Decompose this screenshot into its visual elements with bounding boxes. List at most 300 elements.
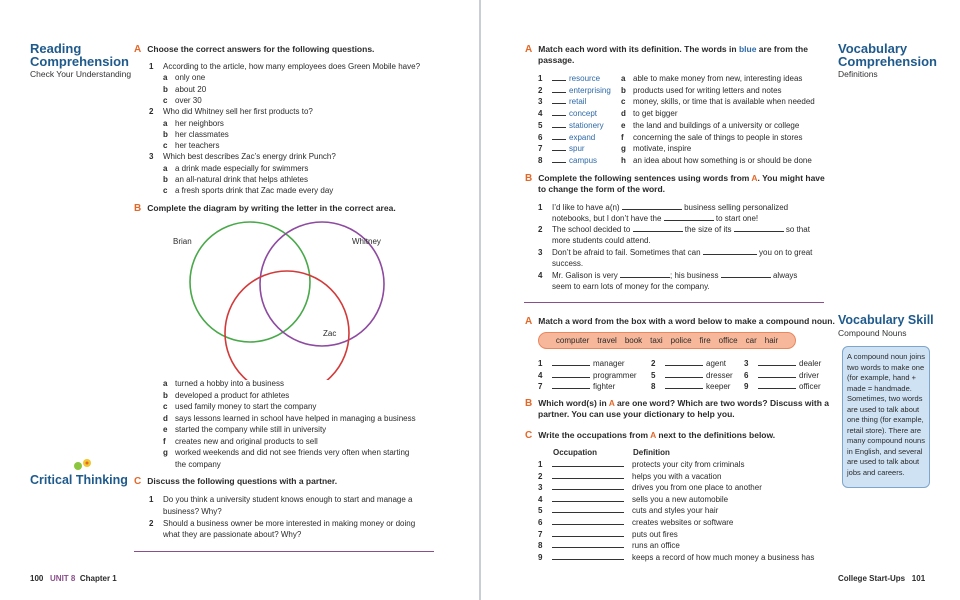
word-box — [538, 332, 796, 349]
question-number: 2 — [149, 107, 154, 117]
option-letter: c — [163, 186, 168, 196]
vocab-word: enterprising — [569, 85, 611, 95]
compound-item — [744, 370, 819, 381]
section-text: to change the form of the word. — [538, 184, 666, 194]
text: always — [772, 271, 798, 280]
occupation-blank[interactable] — [552, 529, 624, 537]
definition-text: runs an office — [632, 541, 680, 551]
item-number: 3 — [538, 483, 543, 493]
item-number: 2 — [651, 359, 656, 368]
section-letter: A — [525, 44, 533, 55]
venn-label-whitney: Whitney — [352, 237, 381, 246]
answer-blank[interactable] — [665, 381, 703, 389]
question-text: Should a business owner be more interested in making money or doing — [163, 518, 416, 528]
word-box-item: travel — [597, 336, 617, 345]
unit-label: UNIT 8 — [50, 574, 76, 583]
compound-word: dresser — [706, 370, 733, 380]
item-number: 8 — [651, 382, 656, 391]
text: you on to great — [759, 248, 813, 257]
word-box-item: hair — [764, 336, 779, 345]
note-line: retail store). There are — [847, 425, 922, 435]
answer-blank[interactable] — [552, 85, 566, 93]
sentence-2: 2 The school decided to the size of its so that — [538, 225, 810, 234]
blank[interactable] — [703, 247, 757, 255]
answer-blank[interactable] — [552, 381, 590, 389]
definition-text: keeps a record of how much money a business has — [632, 552, 815, 562]
venn-label-brian: Brian — [173, 237, 192, 246]
option-text: over 30 — [175, 95, 202, 105]
compound-item — [744, 358, 821, 369]
answer-blank[interactable] — [758, 370, 796, 378]
occupation-row — [538, 482, 762, 493]
discussion-question — [149, 529, 301, 540]
sentence-2-cont: more students could attend. — [552, 236, 651, 245]
note-line: Sometimes, two words — [847, 394, 923, 403]
question — [149, 151, 336, 162]
definition-text: money, skills, or time that is available when needed — [633, 97, 815, 107]
right-section-a2-heading — [525, 316, 835, 327]
compound-item — [744, 381, 821, 392]
vocab-title-line1: Vocabulary — [838, 41, 908, 56]
answer-blank[interactable] — [552, 73, 566, 81]
question-text: According to the article, how many employees does Green Mobile have? — [163, 62, 421, 71]
definition-text: protects your city from criminals — [632, 460, 745, 469]
definition-letter: e — [621, 120, 626, 130]
item-number: 2 — [538, 471, 543, 481]
item-number: 6 — [538, 518, 543, 527]
occupation-row — [538, 505, 718, 516]
section-text: are from the — [756, 44, 808, 54]
question — [149, 106, 313, 117]
definition-letter: f — [621, 132, 624, 142]
text: ; his business — [670, 271, 719, 280]
blank[interactable] — [633, 224, 683, 232]
section-text: passage. — [538, 55, 575, 65]
divider — [524, 302, 824, 303]
section-text: Discuss the following questions with a partner. — [147, 476, 338, 486]
statement-letter: e — [163, 425, 168, 434]
word-box-item: taxi — [650, 336, 663, 345]
vocab-word: spur — [569, 144, 585, 154]
statement-text: used family money to start the company — [175, 402, 317, 411]
definition-text: an idea about how something is or should be done — [633, 155, 812, 165]
section-text: Complete the following sentences using words from — [538, 173, 752, 183]
section-text: next to the definitions below. — [656, 430, 776, 440]
section-text: Match each word with its definition. The words in — [538, 44, 739, 54]
definition-text: drives you from one place to another — [632, 483, 762, 493]
item-number: 1 — [538, 460, 543, 469]
vocab-word: retail — [569, 97, 587, 107]
note-line: are used to talk about — [847, 404, 920, 414]
definition-text: to get bigger — [633, 109, 678, 119]
occupation-blank[interactable] — [552, 482, 624, 490]
occupation-row — [538, 540, 680, 551]
option-letter: a — [163, 118, 168, 128]
occupation-blank[interactable] — [552, 505, 624, 513]
vocab-word: campus — [569, 155, 598, 165]
answer-option — [163, 140, 219, 151]
blank[interactable] — [620, 270, 670, 278]
note-line: (for example, hand + — [847, 373, 916, 382]
sentence-4-cont: seem to earn lots of money for the company. — [552, 282, 710, 291]
compound-word: manager — [593, 359, 625, 368]
option-text: about 20 — [175, 84, 207, 94]
text: the size of its — [684, 225, 732, 234]
question-text: Do you think a university student knows enough to start and manage a — [163, 495, 413, 504]
item-number: 3 — [538, 97, 543, 107]
word-box-item: fire — [699, 336, 711, 345]
option-text: a fresh sports drink that Zac made every day — [175, 186, 334, 196]
note-line: are used to talk about — [847, 457, 920, 466]
answer-blank[interactable] — [665, 358, 703, 366]
definition-letter: b — [621, 85, 626, 95]
item-number: 6 — [538, 132, 543, 142]
section-c-heading — [134, 476, 337, 487]
option-text: only one — [175, 73, 206, 83]
question-text: business? Why? — [163, 506, 222, 516]
sentence-3-cont: success. — [552, 259, 584, 268]
discussion-question — [149, 494, 412, 505]
item-number: 7 — [538, 529, 543, 539]
definition-text: products used for writing letters and notes — [633, 85, 782, 95]
question-number: 1 — [149, 62, 154, 71]
discussion-question — [149, 506, 222, 517]
answer-blank[interactable] — [552, 358, 590, 366]
item-number: 4 — [538, 494, 543, 504]
sentence-1-cont — [552, 213, 758, 224]
section-letter: B — [525, 398, 533, 409]
item-number: 7 — [538, 144, 543, 154]
match-row — [538, 73, 802, 84]
vocab-word: resource — [569, 74, 601, 83]
note-line: one thing (for example, — [847, 415, 924, 424]
text: I’d like to have a(n) — [552, 203, 620, 212]
vocab-word: stationery — [569, 120, 604, 130]
word-box-item: police — [670, 336, 692, 345]
section-letter: C — [134, 476, 142, 487]
compound-item — [651, 358, 726, 369]
section-letter: C — [525, 430, 533, 441]
statement — [163, 424, 326, 435]
section-text: . You might have — [757, 173, 825, 183]
statement — [163, 459, 221, 470]
page-number: 100 — [30, 574, 44, 583]
definition-text: helps you with a vacation — [632, 471, 722, 481]
definition-letter: c — [621, 97, 626, 107]
definition-text: cuts and styles your hair — [632, 506, 719, 516]
section-b-heading — [134, 203, 396, 214]
statement-text: worked weekends and did not see friends very often when starting — [175, 448, 410, 457]
chapter-label: Chapter 1 — [79, 574, 117, 583]
discussion-question — [149, 518, 415, 529]
section-letter: A — [525, 316, 533, 327]
item-number: 1 — [538, 74, 543, 83]
option-letter: c — [163, 141, 168, 151]
note-line: in English, and several — [847, 446, 923, 456]
statement — [163, 436, 318, 447]
compound-word: agent — [706, 359, 727, 368]
word-box-item: computer — [555, 336, 590, 345]
right-section-a-heading — [525, 44, 808, 66]
occupation-blank[interactable] — [552, 540, 624, 548]
text: Mr. Galison is very — [552, 271, 618, 280]
answer-option — [163, 185, 333, 196]
vocab-word: expand — [569, 132, 596, 142]
compound-noun-note — [842, 346, 930, 488]
reading-title-line2: Comprehension — [30, 54, 129, 69]
section-letter: B — [525, 173, 533, 184]
option-letter: b — [163, 84, 168, 94]
item-number: 8 — [538, 541, 543, 551]
word-box-item: car — [745, 336, 757, 345]
note-line: A compound noun joins — [847, 352, 925, 361]
match-row — [538, 132, 802, 143]
statement-letter: a — [163, 379, 168, 388]
statement-text: the company — [175, 459, 221, 469]
compound-word: fighter — [593, 382, 616, 391]
venn-circle-zac — [225, 271, 349, 380]
compound-word: keeper — [706, 382, 731, 391]
answer-blank[interactable] — [665, 370, 703, 378]
option-letter: c — [163, 95, 168, 105]
occupation-row — [538, 517, 733, 528]
compound-item — [538, 358, 625, 369]
statement — [163, 447, 409, 458]
compound-item — [538, 381, 615, 392]
section-letter: A — [134, 44, 142, 55]
definition-letter: a — [621, 74, 626, 83]
ref-letter: A — [650, 430, 656, 440]
statement-letter: g — [163, 448, 168, 457]
compound-item — [651, 370, 733, 381]
book-title: College Start-Ups — [838, 574, 906, 583]
vocab-skill-subtitle: Compound Nouns — [838, 328, 907, 338]
answer-blank[interactable] — [758, 358, 796, 366]
page-number: 101 — [911, 574, 926, 583]
statement — [163, 401, 316, 412]
note-line: jobs and careers. — [847, 467, 905, 477]
ref-letter: A — [608, 398, 615, 408]
compound-word: dealer — [799, 359, 822, 368]
item-number: 3 — [744, 359, 749, 368]
statement-text: creates new and original products to sell — [175, 436, 318, 446]
match-row — [538, 96, 815, 107]
occupation-row — [538, 494, 728, 505]
item-number: 4 — [538, 370, 543, 380]
item-number: 5 — [651, 370, 656, 380]
definition-text: creates websites or software — [632, 518, 734, 527]
match-row — [538, 143, 691, 154]
left-footer — [30, 574, 117, 583]
occupation-blank[interactable] — [552, 459, 624, 467]
compound-word: officer — [799, 382, 821, 391]
item-number: 4 — [538, 109, 543, 119]
occupation-row — [538, 529, 678, 540]
question-number: 1 — [149, 495, 154, 504]
vocab-comp-title — [838, 42, 937, 68]
answer-option — [163, 118, 224, 129]
item-number: 1 — [538, 359, 543, 368]
item-number: 9 — [744, 382, 749, 391]
definition-text: the land and buildings of a university or college — [633, 120, 800, 130]
critical-thinking-title: Critical Thinking — [30, 473, 128, 487]
option-text: an all-natural drink that helps athletes — [175, 175, 308, 184]
answer-option — [163, 84, 206, 95]
definition-text: sells you a new automobile — [632, 494, 729, 504]
text: so that — [785, 225, 810, 234]
answer-blank[interactable] — [552, 132, 566, 140]
section-text: Choose the correct answers for the following questions. — [147, 44, 375, 54]
answer-option — [163, 95, 202, 106]
answer-blank[interactable] — [552, 108, 566, 116]
statement-letter: b — [163, 390, 168, 400]
statement-letter: d — [163, 413, 168, 423]
sentence-4: 4 Mr. Galison is very ; his business always — [538, 271, 798, 280]
section-letter: B — [134, 203, 142, 214]
answer-blank[interactable] — [552, 370, 590, 378]
compound-item — [538, 370, 637, 381]
blank[interactable] — [664, 213, 714, 221]
right-section-b-heading — [525, 173, 825, 195]
text: business selling personalized — [684, 203, 789, 212]
note-line: two words to make one — [847, 362, 925, 372]
right-section-b2-heading — [525, 398, 829, 420]
occupation-row — [538, 459, 744, 470]
occupation-row — [538, 471, 721, 482]
word-box-item: book — [624, 336, 643, 345]
occupation-blank[interactable] — [552, 517, 624, 525]
vocab-word: concept — [569, 109, 598, 119]
option-letter: b — [163, 129, 168, 139]
occupation-blank[interactable] — [552, 552, 624, 560]
occupation-blank[interactable] — [552, 471, 624, 479]
blank[interactable] — [721, 270, 771, 278]
right-footer — [838, 574, 925, 583]
question-number: 3 — [149, 152, 154, 162]
option-text: her teachers — [175, 141, 220, 151]
item-number: 2 — [538, 85, 543, 95]
answer-option — [163, 163, 308, 174]
ref-letter: A — [751, 173, 758, 183]
match-row — [538, 108, 677, 119]
match-row — [538, 85, 782, 96]
venn-circle-brian — [190, 222, 310, 342]
statement — [163, 413, 416, 424]
definition-text: puts out fires — [632, 529, 678, 539]
statement-text: turned a hobby into a business — [175, 379, 284, 388]
section-text: are one word? Which are two words? Discuss with a — [614, 398, 830, 408]
answer-blank[interactable] — [758, 381, 796, 389]
option-text: her neighbors — [175, 118, 224, 128]
option-text: a drink made especially for swimmers — [175, 163, 309, 173]
question-number: 2 — [149, 518, 154, 528]
item-number: 5 — [538, 120, 543, 130]
statement — [163, 390, 289, 401]
question-text: Who did Whitney sell her first products to? — [163, 107, 313, 117]
statement — [163, 378, 284, 389]
definition-text: motivate, inspire — [633, 144, 692, 154]
compound-item — [651, 381, 730, 392]
word-box-item: office — [718, 336, 738, 345]
text: notebooks, but I don’t have the — [552, 214, 662, 223]
match-row — [538, 120, 799, 131]
section-text: Which word(s) in — [538, 398, 609, 408]
item-number: 9 — [538, 552, 543, 562]
statement-text: says lessons learned in school have helped in managing a business — [175, 413, 416, 423]
section-text: Match a word from the box with a word below to make a compound noun. — [538, 316, 835, 326]
section-text: Write the occupations from — [538, 430, 651, 440]
venn-label-zac: Zac — [323, 329, 337, 338]
reading-title — [30, 42, 129, 68]
blank[interactable] — [734, 224, 784, 232]
text: The school decided to — [552, 225, 631, 234]
answer-blank[interactable] — [552, 120, 566, 128]
item-number: 7 — [538, 382, 543, 391]
item-number: 8 — [538, 155, 543, 165]
page-gutter — [479, 0, 481, 600]
item-number: 5 — [538, 506, 543, 516]
definition-text: able to make money from new, interesting ideas — [633, 74, 803, 83]
reading-title-line1: Reading — [30, 41, 82, 56]
statement-text: started the company while still in university — [175, 425, 327, 434]
match-row — [538, 155, 812, 166]
question — [149, 61, 420, 72]
occupation-blank[interactable] — [552, 494, 624, 502]
question-text: Which best describes Zac’s energy drink Punch? — [163, 152, 336, 162]
statement-letter: f — [163, 436, 166, 446]
blank[interactable] — [622, 202, 682, 210]
section-text: partner. You can use your dictionary to help you. — [538, 409, 735, 419]
definition-letter: h — [621, 155, 626, 165]
compound-word: programmer — [593, 370, 637, 380]
blue-word: blue — [738, 44, 757, 54]
answer-blank[interactable] — [552, 96, 566, 104]
text: to start one! — [715, 214, 759, 223]
section-text: Complete the diagram by writing the letter in the correct area. — [147, 203, 396, 213]
occupation-row — [538, 552, 814, 563]
item-number: 6 — [744, 370, 749, 380]
vocab-skill-title: Vocabulary Skill — [838, 313, 934, 327]
vocab-comp-subtitle: Definitions — [838, 69, 878, 79]
vocab-title-line2: Comprehension — [838, 54, 937, 69]
statement-letter: c — [163, 402, 168, 411]
answer-option — [163, 129, 229, 140]
compound-word: driver — [799, 370, 820, 380]
statement-text: developed a product for athletes — [175, 390, 290, 400]
answer-option — [163, 174, 308, 185]
sentence-1: 1 I’d like to have a(n) business selling personalized — [538, 203, 789, 212]
option-letter: b — [163, 175, 168, 184]
definition-text: concerning the sale of things to people in stores — [633, 132, 803, 142]
answer-blank[interactable] — [552, 155, 566, 163]
sentence-3: 3 Don’t be afraid to fail. Sometimes that can you on to great — [538, 248, 813, 257]
section-a-heading — [134, 44, 374, 55]
reading-subtitle: Check Your Understanding — [30, 69, 132, 79]
answer-blank[interactable] — [552, 143, 566, 151]
option-letter: a — [163, 73, 168, 83]
question-text: what they are passionate about? Why? — [163, 530, 302, 540]
occupation-header: Occupation — [553, 448, 598, 457]
note-line: many compound nouns — [847, 436, 925, 445]
definition-letter: g — [621, 144, 626, 154]
right-section-c-heading — [525, 430, 775, 441]
text: Don’t be afraid to fail. Sometimes that can — [552, 248, 701, 257]
option-letter: a — [163, 163, 168, 173]
answer-option — [163, 72, 205, 83]
divider — [134, 551, 434, 552]
note-line: made = handmade. — [847, 383, 912, 393]
definition-header: Definition — [633, 448, 670, 457]
